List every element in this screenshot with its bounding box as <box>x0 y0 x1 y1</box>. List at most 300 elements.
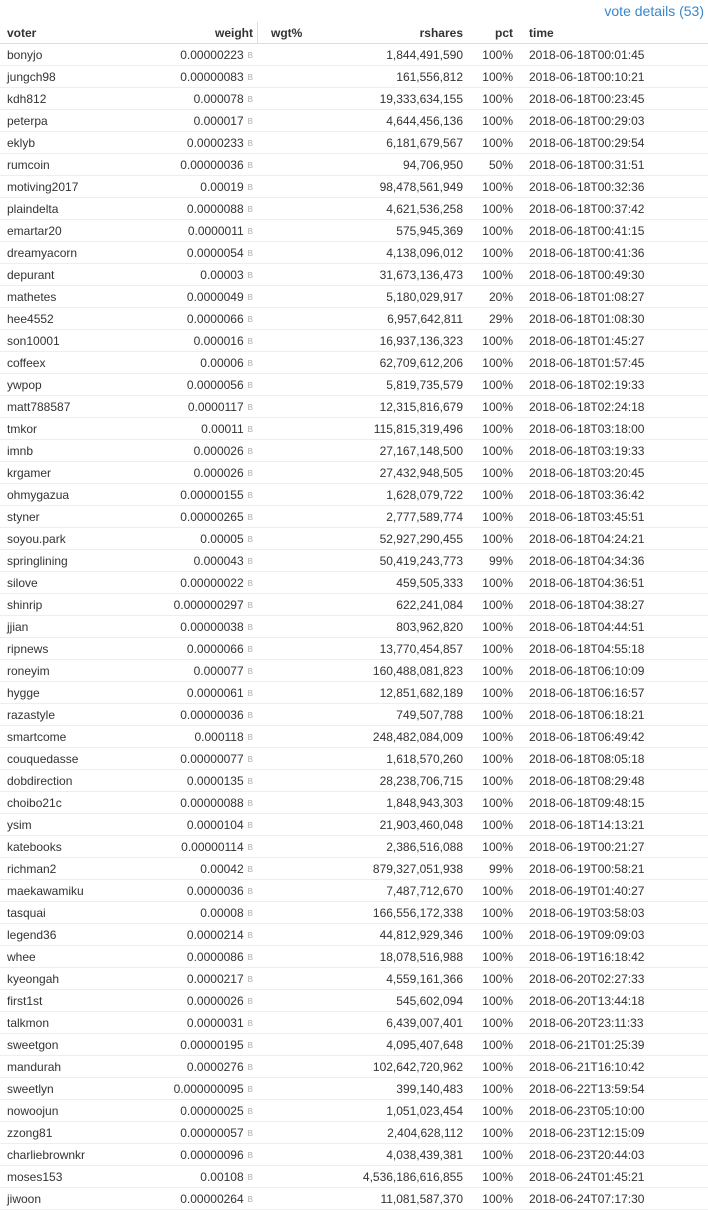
wgt-pct-value <box>257 814 317 836</box>
voter-name[interactable]: charliebrownkr <box>0 1144 122 1166</box>
weight-cell <box>122 748 257 770</box>
time-value: 2018-06-18T06:10:09 <box>521 660 708 682</box>
voter-name[interactable]: rumcoin <box>0 154 122 176</box>
voter-name[interactable]: ysim <box>0 814 122 836</box>
weight-value: 0.00008 <box>200 905 244 920</box>
table-row <box>0 528 708 550</box>
voter-name[interactable]: dreamyacorn <box>0 242 122 264</box>
weight-value: 0.000118 <box>194 729 244 744</box>
voter-name[interactable]: tasquai <box>0 902 122 924</box>
time-value: 2018-06-18T02:19:33 <box>521 374 708 396</box>
voter-name[interactable]: ripnews <box>0 638 122 660</box>
time-value: 2018-06-18T01:08:27 <box>521 286 708 308</box>
wgt-pct-value <box>257 946 317 968</box>
voter-name[interactable]: razastyle <box>0 704 122 726</box>
pct-value: 100% <box>467 1144 521 1166</box>
table-row <box>0 968 708 990</box>
header-divider <box>257 22 258 44</box>
voter-name[interactable]: nowoojun <box>0 1100 122 1122</box>
voter-name[interactable]: maekawamiku <box>0 880 122 902</box>
pct-value: 100% <box>467 330 521 352</box>
voter-name[interactable]: first1st <box>0 990 122 1012</box>
voter-name[interactable]: talkmon <box>0 1012 122 1034</box>
voter-name[interactable]: zzong81 <box>0 1122 122 1144</box>
weight-cell <box>122 1034 257 1056</box>
unit-icon: B <box>247 446 253 456</box>
voter-name[interactable]: hee4552 <box>0 308 122 330</box>
table-row <box>0 726 708 748</box>
time-value: 2018-06-18T09:48:15 <box>521 792 708 814</box>
unit-icon: B <box>247 556 253 566</box>
column-header-weight[interactable]: weight <box>122 22 257 44</box>
pct-value: 100% <box>467 1078 521 1100</box>
rshares-value: 4,536,186,616,855 <box>317 1166 467 1188</box>
unit-icon: B <box>247 688 253 698</box>
weight-value: 0.0000066 <box>186 641 244 656</box>
unit-icon: B <box>247 798 253 808</box>
wgt-pct-value <box>257 682 317 704</box>
voter-name[interactable]: sweetlyn <box>0 1078 122 1100</box>
rshares-value: 19,333,634,155 <box>317 88 467 110</box>
pct-value: 100% <box>467 132 521 154</box>
wgt-pct-value <box>257 528 317 550</box>
pct-value: 100% <box>467 682 521 704</box>
wgt-pct-value <box>257 506 317 528</box>
weight-value: 0.000043 <box>193 553 244 568</box>
table-row <box>0 352 708 374</box>
rshares-value: 2,386,516,088 <box>317 836 467 858</box>
time-value: 2018-06-18T04:55:18 <box>521 638 708 660</box>
table-row <box>0 374 708 396</box>
weight-cell <box>122 660 257 682</box>
time-value: 2018-06-18T06:18:21 <box>521 704 708 726</box>
pct-value: 100% <box>467 44 521 66</box>
table-row <box>0 110 708 132</box>
weight-value: 0.000000297 <box>173 597 244 612</box>
wgt-pct-value <box>257 308 317 330</box>
weight-cell <box>122 88 257 110</box>
wgt-pct-value <box>257 550 317 572</box>
table-header-row <box>0 22 708 44</box>
weight-value: 0.0000233 <box>186 135 244 150</box>
pct-value: 100% <box>467 1100 521 1122</box>
voter-name[interactable]: jiwoon <box>0 1188 122 1210</box>
weight-value: 0.00000088 <box>180 795 244 810</box>
weight-cell <box>122 198 257 220</box>
time-value: 2018-06-18T03:36:42 <box>521 484 708 506</box>
rshares-value: 1,844,491,590 <box>317 44 467 66</box>
unit-icon: B <box>247 512 253 522</box>
weight-cell <box>122 1078 257 1100</box>
voter-name[interactable]: plaindelta <box>0 198 122 220</box>
table-row <box>0 550 708 572</box>
rshares-value: 27,432,948,505 <box>317 462 467 484</box>
time-value: 2018-06-18T04:36:51 <box>521 572 708 594</box>
time-value: 2018-06-18T04:24:21 <box>521 528 708 550</box>
weight-value: 0.0000086 <box>186 949 244 964</box>
wgt-pct-value <box>257 88 317 110</box>
wgt-pct-value <box>257 858 317 880</box>
wgt-pct-value <box>257 220 317 242</box>
rshares-value: 4,138,096,012 <box>317 242 467 264</box>
table-row <box>0 638 708 660</box>
rshares-value: 4,559,161,366 <box>317 968 467 990</box>
rshares-value: 4,644,456,136 <box>317 110 467 132</box>
weight-cell <box>122 858 257 880</box>
unit-icon: B <box>247 226 253 236</box>
weight-cell <box>122 44 257 66</box>
table-row <box>0 1078 708 1100</box>
voter-name[interactable]: emartar20 <box>0 220 122 242</box>
time-value: 2018-06-18T00:41:15 <box>521 220 708 242</box>
voter-name[interactable]: motiving2017 <box>0 176 122 198</box>
unit-icon: B <box>247 776 253 786</box>
wgt-pct-value <box>257 286 317 308</box>
voter-name[interactable]: ywpop <box>0 374 122 396</box>
voter-name[interactable]: mathetes <box>0 286 122 308</box>
voter-name[interactable]: smartcome <box>0 726 122 748</box>
weight-value: 0.0000054 <box>186 245 244 260</box>
time-value: 2018-06-18T03:19:33 <box>521 440 708 462</box>
voter-name[interactable]: roneyim <box>0 660 122 682</box>
vote-details-link[interactable]: vote details (53) <box>604 3 704 19</box>
voter-name[interactable]: hygge <box>0 682 122 704</box>
rshares-value: 2,777,589,774 <box>317 506 467 528</box>
weight-cell <box>122 374 257 396</box>
table-row <box>0 792 708 814</box>
time-value: 2018-06-18T03:18:00 <box>521 418 708 440</box>
weight-cell <box>122 1144 257 1166</box>
time-value: 2018-06-18T08:05:18 <box>521 748 708 770</box>
votes-table <box>0 22 708 1210</box>
pct-value: 100% <box>467 220 521 242</box>
table-row <box>0 286 708 308</box>
voter-name[interactable]: coffeex <box>0 352 122 374</box>
voter-name[interactable]: styner <box>0 506 122 528</box>
wgt-pct-value <box>257 1078 317 1100</box>
wgt-pct-value <box>257 902 317 924</box>
voter-name[interactable]: tmkor <box>0 418 122 440</box>
unit-icon: B <box>247 864 253 874</box>
weight-cell <box>122 308 257 330</box>
pct-value: 100% <box>467 506 521 528</box>
pct-value: 100% <box>467 638 521 660</box>
voter-name[interactable]: silove <box>0 572 122 594</box>
time-value: 2018-06-18T00:37:42 <box>521 198 708 220</box>
time-value: 2018-06-19T00:21:27 <box>521 836 708 858</box>
table-row <box>0 154 708 176</box>
weight-value: 0.00000025 <box>180 1103 244 1118</box>
unit-icon: B <box>247 754 253 764</box>
weight-value: 0.000077 <box>193 663 244 678</box>
unit-icon: B <box>247 182 253 192</box>
pct-value: 100% <box>467 198 521 220</box>
weight-cell <box>122 1166 257 1188</box>
weight-cell <box>122 132 257 154</box>
unit-icon: B <box>247 138 253 148</box>
voter-name[interactable]: imnb <box>0 440 122 462</box>
pct-value: 100% <box>467 418 521 440</box>
table-row <box>0 198 708 220</box>
voter-name[interactable]: whee <box>0 946 122 968</box>
weight-value: 0.00003 <box>200 267 244 282</box>
weight-value: 0.0000049 <box>186 289 244 304</box>
column-header-pct[interactable]: pct <box>467 22 521 44</box>
table-row <box>0 880 708 902</box>
rshares-value: 879,327,051,938 <box>317 858 467 880</box>
wgt-pct-value <box>257 968 317 990</box>
table-row <box>0 506 708 528</box>
voter-name[interactable]: kdh812 <box>0 88 122 110</box>
weight-value: 0.0000026 <box>186 993 244 1008</box>
time-value: 2018-06-23T12:15:09 <box>521 1122 708 1144</box>
voter-name[interactable]: jjian <box>0 616 122 638</box>
weight-cell <box>122 968 257 990</box>
voter-name[interactable]: ohmygazua <box>0 484 122 506</box>
unit-icon: B <box>247 820 253 830</box>
wgt-pct-value <box>257 374 317 396</box>
voter-name[interactable]: sweetgon <box>0 1034 122 1056</box>
weight-value: 0.0000088 <box>186 201 244 216</box>
time-value: 2018-06-18T01:08:30 <box>521 308 708 330</box>
voter-name[interactable]: katebooks <box>0 836 122 858</box>
pct-value: 100% <box>467 88 521 110</box>
unit-icon: B <box>247 1128 253 1138</box>
weight-cell <box>122 1122 257 1144</box>
table-row <box>0 220 708 242</box>
unit-icon: B <box>247 1106 253 1116</box>
pct-value: 29% <box>467 308 521 330</box>
weight-value: 0.000017 <box>193 113 244 128</box>
weight-value: 0.0000056 <box>186 377 244 392</box>
weight-cell <box>122 506 257 528</box>
unit-icon: B <box>247 490 253 500</box>
weight-value: 0.00000265 <box>180 509 244 524</box>
weight-cell <box>122 836 257 858</box>
voter-name[interactable]: soyou.park <box>0 528 122 550</box>
time-value: 2018-06-18T04:34:36 <box>521 550 708 572</box>
unit-icon: B <box>247 974 253 984</box>
table-row <box>0 946 708 968</box>
time-value: 2018-06-21T01:25:39 <box>521 1034 708 1056</box>
table-row <box>0 1100 708 1122</box>
table-row <box>0 616 708 638</box>
time-value: 2018-06-18T00:29:54 <box>521 132 708 154</box>
weight-cell <box>122 924 257 946</box>
rshares-value: 6,957,642,811 <box>317 308 467 330</box>
column-header-time[interactable]: time <box>521 22 708 44</box>
unit-icon: B <box>247 578 253 588</box>
rshares-value: 6,181,679,567 <box>317 132 467 154</box>
weight-cell <box>122 770 257 792</box>
time-value: 2018-06-18T08:29:48 <box>521 770 708 792</box>
table-row <box>0 242 708 264</box>
time-value: 2018-06-18T14:13:21 <box>521 814 708 836</box>
time-value: 2018-06-19T00:58:21 <box>521 858 708 880</box>
unit-icon: B <box>247 204 253 214</box>
weight-cell <box>122 462 257 484</box>
pct-value: 100% <box>467 814 521 836</box>
rshares-value: 12,315,816,679 <box>317 396 467 418</box>
rshares-value: 575,945,369 <box>317 220 467 242</box>
voter-name[interactable]: legend36 <box>0 924 122 946</box>
wgt-pct-value <box>257 418 317 440</box>
time-value: 2018-06-24T01:45:21 <box>521 1166 708 1188</box>
rshares-value: 1,848,943,303 <box>317 792 467 814</box>
weight-value: 0.0000104 <box>186 817 244 832</box>
rshares-value: 27,167,148,500 <box>317 440 467 462</box>
column-header-rshares[interactable]: rshares <box>317 22 467 44</box>
weight-cell <box>122 66 257 88</box>
voter-name[interactable]: dobdirection <box>0 770 122 792</box>
wgt-pct-value <box>257 880 317 902</box>
time-value: 2018-06-18T04:44:51 <box>521 616 708 638</box>
time-value: 2018-06-24T07:17:30 <box>521 1188 708 1210</box>
pct-value: 100% <box>467 110 521 132</box>
rshares-value: 115,815,319,496 <box>317 418 467 440</box>
weight-cell <box>122 220 257 242</box>
rshares-value: 12,851,682,189 <box>317 682 467 704</box>
unit-icon: B <box>247 424 253 434</box>
unit-icon: B <box>247 732 253 742</box>
unit-icon: B <box>247 952 253 962</box>
weight-cell <box>122 880 257 902</box>
wgt-pct-value <box>257 748 317 770</box>
weight-value: 0.00000096 <box>180 1147 244 1162</box>
voter-name[interactable]: springlining <box>0 550 122 572</box>
voter-name[interactable]: bonyjo <box>0 44 122 66</box>
weight-cell <box>122 638 257 660</box>
voter-name[interactable]: shinrip <box>0 594 122 616</box>
pct-value: 100% <box>467 924 521 946</box>
time-value: 2018-06-18T00:10:21 <box>521 66 708 88</box>
rshares-value: 11,081,587,370 <box>317 1188 467 1210</box>
voter-name[interactable]: couquedasse <box>0 748 122 770</box>
weight-value: 0.00000077 <box>180 751 244 766</box>
voter-name[interactable]: moses153 <box>0 1166 122 1188</box>
weight-value: 0.00000038 <box>180 619 244 634</box>
pct-value: 99% <box>467 858 521 880</box>
rshares-value: 749,507,788 <box>317 704 467 726</box>
table-row <box>0 1012 708 1034</box>
table-row <box>0 704 708 726</box>
voter-name[interactable]: depurant <box>0 264 122 286</box>
weight-value: 0.00005 <box>200 531 244 546</box>
weight-value: 0.0000276 <box>186 1059 244 1074</box>
unit-icon: B <box>247 886 253 896</box>
rshares-value: 1,051,023,454 <box>317 1100 467 1122</box>
voter-name[interactable]: choibo21c <box>0 792 122 814</box>
pct-value: 100% <box>467 484 521 506</box>
voter-name[interactable]: mandurah <box>0 1056 122 1078</box>
weight-cell <box>122 814 257 836</box>
voter-name[interactable]: eklyb <box>0 132 122 154</box>
wgt-pct-value <box>257 594 317 616</box>
rshares-value: 161,556,812 <box>317 66 467 88</box>
wgt-pct-value <box>257 264 317 286</box>
wgt-pct-value <box>257 330 317 352</box>
pct-value: 100% <box>467 792 521 814</box>
weight-cell <box>122 616 257 638</box>
unit-icon: B <box>247 1150 253 1160</box>
voter-name[interactable]: matt788587 <box>0 396 122 418</box>
pct-value: 100% <box>467 990 521 1012</box>
voter-name[interactable]: krgamer <box>0 462 122 484</box>
unit-icon: B <box>247 160 253 170</box>
weight-cell <box>122 264 257 286</box>
rshares-value: 160,488,081,823 <box>317 660 467 682</box>
column-header-voter[interactable]: voter <box>0 22 122 44</box>
unit-icon: B <box>247 622 253 632</box>
rshares-value: 5,819,735,579 <box>317 374 467 396</box>
weight-cell <box>122 1012 257 1034</box>
pct-value: 100% <box>467 748 521 770</box>
pct-value: 100% <box>467 1122 521 1144</box>
pct-value: 100% <box>467 440 521 462</box>
unit-icon: B <box>247 358 253 368</box>
pct-value: 100% <box>467 726 521 748</box>
pct-value: 100% <box>467 528 521 550</box>
wgt-pct-value <box>257 616 317 638</box>
table-row <box>0 440 708 462</box>
rshares-value: 13,770,454,857 <box>317 638 467 660</box>
wgt-pct-value <box>257 792 317 814</box>
rshares-value: 21,903,460,048 <box>317 814 467 836</box>
pct-value: 100% <box>467 374 521 396</box>
rshares-value: 52,927,290,455 <box>317 528 467 550</box>
wgt-pct-value <box>257 396 317 418</box>
pct-value: 100% <box>467 594 521 616</box>
rshares-value: 98,478,561,949 <box>317 176 467 198</box>
wgt-pct-value <box>257 1056 317 1078</box>
weight-value: 0.00000083 <box>180 69 244 84</box>
wgt-pct-value <box>257 770 317 792</box>
wgt-pct-value <box>257 704 317 726</box>
voter-name[interactable]: kyeongah <box>0 968 122 990</box>
weight-cell <box>122 946 257 968</box>
wgt-pct-value <box>257 198 317 220</box>
wgt-pct-value <box>257 110 317 132</box>
unit-icon: B <box>247 248 253 258</box>
voter-name[interactable]: jungch98 <box>0 66 122 88</box>
table-row <box>0 748 708 770</box>
voter-name[interactable]: peterpa <box>0 110 122 132</box>
rshares-value: 102,642,720,962 <box>317 1056 467 1078</box>
pct-value: 100% <box>467 770 521 792</box>
voter-name[interactable]: son10001 <box>0 330 122 352</box>
rshares-value: 5,180,029,917 <box>317 286 467 308</box>
weight-cell <box>122 330 257 352</box>
wgt-pct-value <box>257 990 317 1012</box>
pct-value: 100% <box>467 242 521 264</box>
weight-value: 0.000016 <box>193 333 244 348</box>
pct-value: 100% <box>467 462 521 484</box>
column-header-wgt-pct[interactable]: wgt% <box>257 22 317 44</box>
wgt-pct-value <box>257 638 317 660</box>
voter-name[interactable]: richman2 <box>0 858 122 880</box>
table-row <box>0 924 708 946</box>
pct-value: 50% <box>467 154 521 176</box>
time-value: 2018-06-19T01:40:27 <box>521 880 708 902</box>
wgt-pct-value <box>257 1012 317 1034</box>
weight-cell <box>122 704 257 726</box>
table-row <box>0 1188 708 1210</box>
rshares-value: 4,095,407,648 <box>317 1034 467 1056</box>
unit-icon: B <box>247 1172 253 1182</box>
time-value: 2018-06-18T00:41:36 <box>521 242 708 264</box>
pct-value: 100% <box>467 1012 521 1034</box>
unit-icon: B <box>247 72 253 82</box>
